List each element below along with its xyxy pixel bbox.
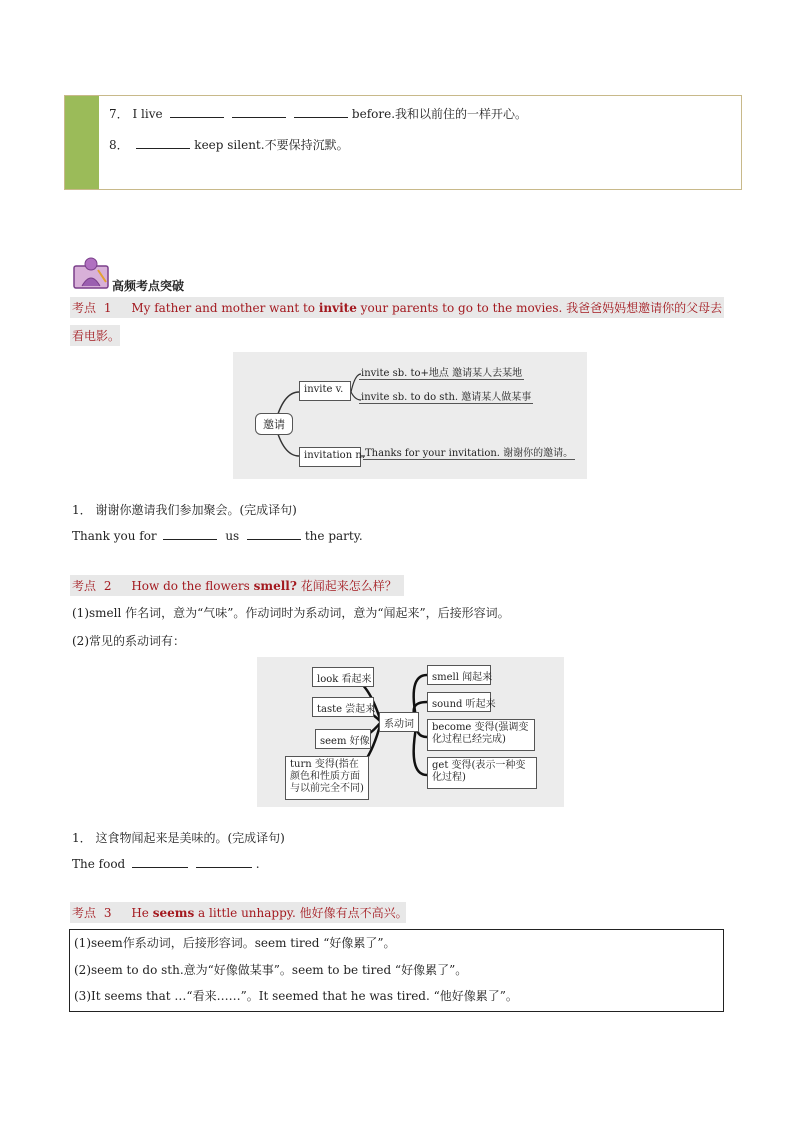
note-line: (1)seem作系动词，后接形容词。seem tired “好像累了”。 [74, 936, 396, 950]
kd-number: 2 [103, 579, 112, 593]
kd-label: 考点 [72, 579, 97, 593]
answer-text: The food [72, 857, 126, 871]
kd2-point-2: (2)常见的系动词有： [72, 634, 185, 648]
answer-blank[interactable] [232, 105, 286, 118]
answer-text: Thank you for [72, 529, 157, 543]
diagram-branch-node: invite v. [299, 381, 351, 401]
diagram-left-node: taste 尝起来 [312, 697, 374, 717]
question-number: 1． [72, 831, 92, 845]
answer-text: us [225, 529, 240, 543]
answer-blank[interactable] [196, 855, 252, 868]
question-text: before.我和以前住的一样开心。 [351, 107, 528, 121]
teacher-board-icon [72, 256, 110, 290]
kd-text: He [131, 906, 149, 920]
kd1-heading-cont: 看电影。 [70, 325, 120, 346]
kd1-answer-line [72, 527, 363, 543]
answer-blank[interactable] [170, 105, 224, 118]
diagram-branch-node: invitation n. [299, 447, 361, 467]
kd-text: a little unhappy. 他好像有点不高兴。 [198, 906, 408, 920]
diagram-root-node: 邀请 [255, 413, 293, 435]
question-text: I live [132, 107, 163, 121]
diagram-right-node: become 变得(强调变化过程已经完成) [427, 719, 535, 751]
invite-diagram [233, 352, 587, 479]
exercise-side-bar [65, 96, 99, 189]
question-number: 1． [72, 503, 92, 517]
diagram-right-node: get 变得(表示一种变化过程) [427, 757, 537, 789]
kd2-point-1: (1)smell 作名词，意为“气味”。作动词时为系动词，意为“闻起来”，后接形容词。 [72, 606, 510, 620]
exercise-box [64, 95, 742, 190]
kd-number: 3 [103, 906, 112, 920]
answer-blank[interactable] [163, 527, 217, 540]
diagram-left-node: turn 变得(指在颜色和性质方面与以前完全不同) [285, 756, 369, 800]
kd2-question [72, 829, 285, 846]
kd3-notes-box [69, 929, 724, 1012]
kd-label: 考点 [72, 906, 97, 920]
kd3-heading [70, 902, 406, 923]
diagram-left-node: look 看起来 [312, 667, 374, 687]
kd-keyword: smell? [253, 579, 297, 593]
question-number: 7． [109, 107, 129, 121]
question-text: 这食物闻起来是美味的。(完成译句) [95, 831, 285, 845]
kd1-question [72, 501, 297, 518]
question-text: 谢谢你邀请我们参加聚会。(完成译句) [95, 503, 297, 517]
answer-text: the party. [304, 529, 363, 543]
diagram-leaf: invite sb. to+地点 邀请某人去某地 [359, 364, 524, 380]
kd-label: 考点 [72, 301, 97, 315]
kd-text: your parents to go to the movies. 我爸爸妈妈想邀请你的父母去 [360, 301, 723, 315]
answer-blank[interactable] [132, 855, 188, 868]
diagram-leaf: invite sb. to do sth. 邀请某人做某事 [359, 388, 533, 404]
kd2-answer-line [72, 855, 260, 871]
answer-blank[interactable] [247, 527, 301, 540]
diagram-center-node: 系动词 [379, 712, 419, 732]
kd-text: 花闻起来怎么样？ [300, 579, 397, 593]
note-line: (2)seem to do sth.意为“好像做某事”。seem to be tired “好像累了”。 [74, 963, 468, 977]
note-line: (3)It seems that …“看来……”。It seemed that he was tired. “他好像累了”。 [74, 989, 518, 1003]
diagram-left-node: seem 好像 [315, 729, 371, 749]
diagram-leaf: Thanks for your invitation. 谢谢你的邀请。 [363, 444, 575, 460]
answer-text: . [255, 857, 260, 871]
diagram-right-node: smell 闻起来 [427, 665, 491, 685]
kd-number: 1 [103, 301, 112, 315]
diagram-right-node: sound 听起来 [427, 692, 491, 712]
exercise-line-7 [109, 105, 527, 122]
exercise-line-8 [109, 136, 349, 153]
kd1-heading [70, 297, 724, 318]
kd-text: My father and mother want to [131, 301, 316, 315]
kd-text: How do the flowers [131, 579, 250, 593]
kd-keyword: seems [152, 906, 195, 920]
section-title: 高频考点突破 [112, 279, 185, 293]
answer-blank[interactable] [136, 136, 190, 149]
question-text: keep silent.不要保持沉默。 [194, 138, 349, 152]
kd2-heading [70, 575, 404, 596]
linking-verbs-diagram [257, 657, 564, 807]
kd-keyword: invite [318, 301, 357, 315]
question-number: 8． [109, 138, 129, 152]
answer-blank[interactable] [294, 105, 348, 118]
